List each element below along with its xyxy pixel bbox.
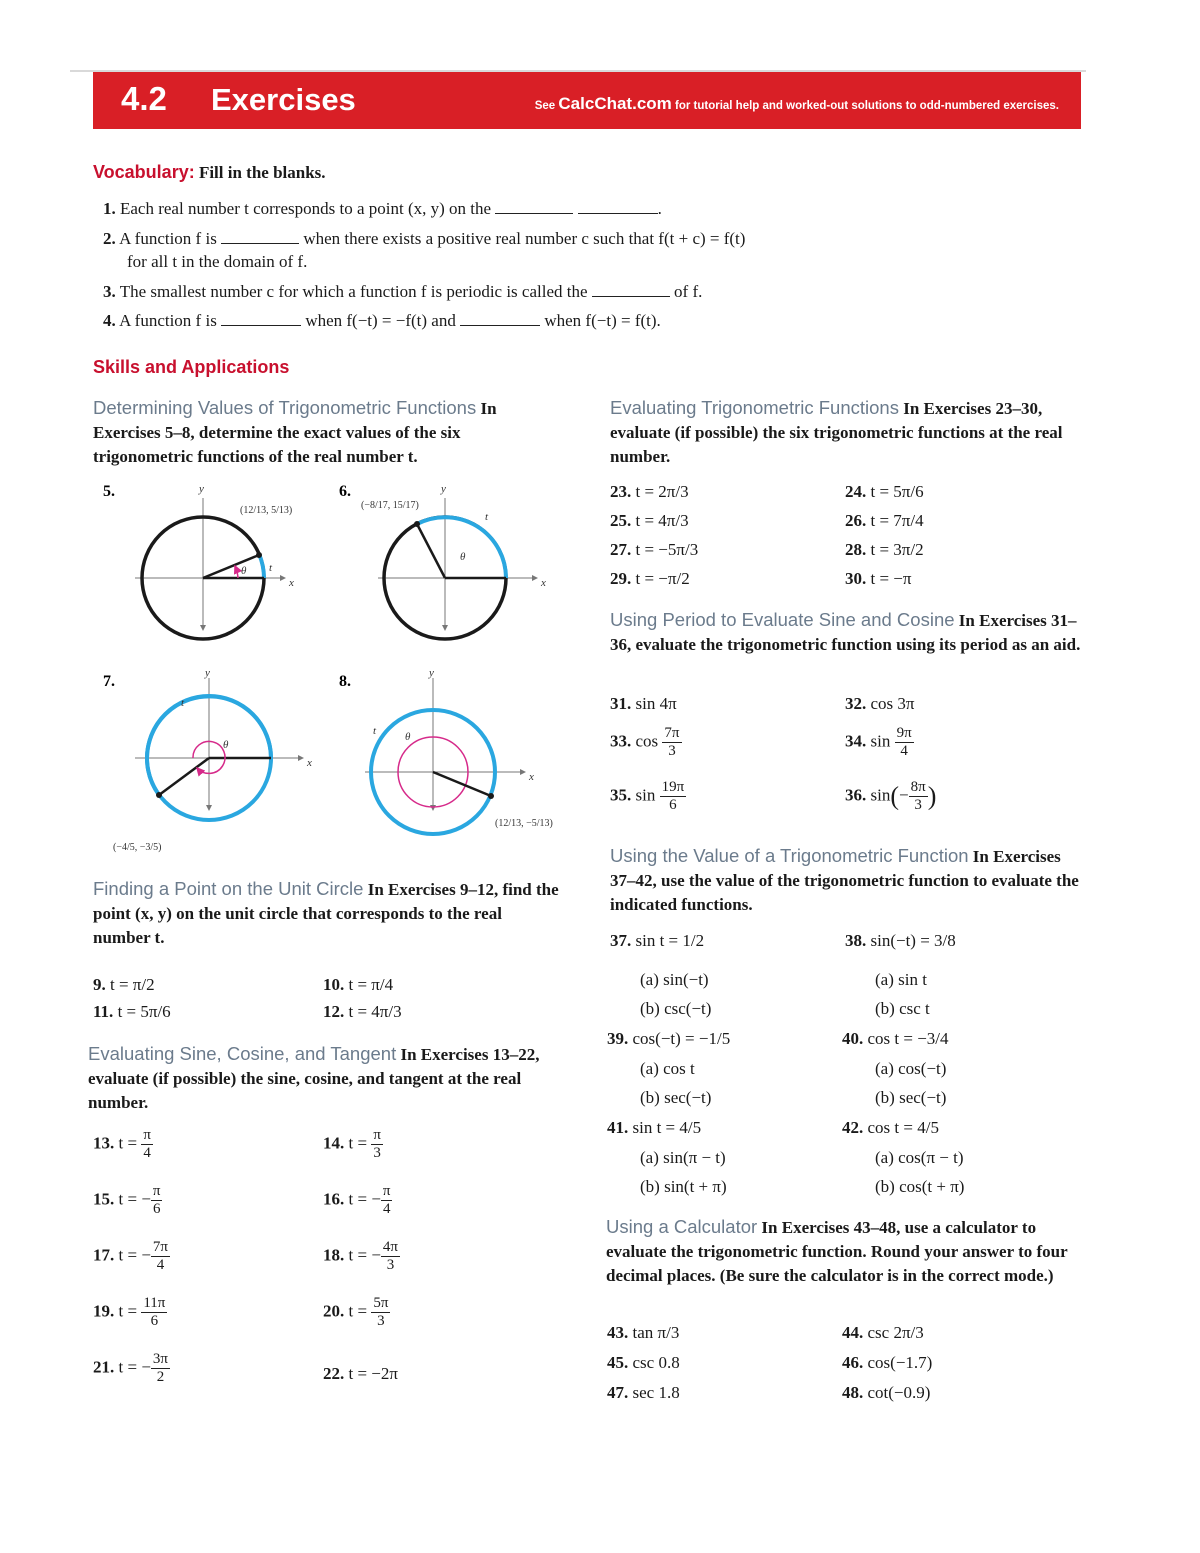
exercise-39b: (b) sec(−t): [640, 1088, 712, 1107]
fraction: [371, 1296, 390, 1329]
section-5-8: [93, 396, 563, 469]
fraction: [151, 1240, 170, 1273]
denominator: 6: [152, 1201, 161, 1217]
exercise-expr: t = 7π/4: [870, 511, 924, 530]
exercise-37b: (b) csc(−t): [640, 999, 712, 1018]
exercise-27: [610, 540, 698, 560]
exercise-number: 45.: [607, 1353, 629, 1372]
exercise-number: 44.: [842, 1323, 864, 1342]
exercise-43: [607, 1323, 679, 1343]
exercise-number: 42.: [842, 1118, 864, 1137]
exercise-19: [93, 1296, 167, 1329]
item-text: A function f is: [119, 229, 217, 248]
sign: −: [141, 1189, 151, 1209]
sign: −: [141, 1357, 151, 1377]
denominator: 3: [386, 1257, 395, 1273]
exercise-9: [93, 975, 155, 995]
fraction: [662, 726, 681, 759]
vocabulary-heading: [93, 162, 326, 183]
point-label: (−4/5, −3/5): [113, 842, 162, 853]
function-name: sin: [870, 731, 891, 751]
exercise-38b: (b) csc t: [875, 999, 930, 1018]
denominator: 4: [143, 1145, 151, 1161]
denominator: 3: [377, 1313, 385, 1329]
theta-label: θ: [241, 565, 247, 577]
exercise-expr: t = 3π/2: [870, 540, 924, 559]
y-axis-label: y: [429, 667, 434, 679]
exercise-35: [610, 780, 686, 813]
numerator: 4π: [382, 1239, 398, 1255]
item-text: of f.: [674, 282, 703, 301]
x-axis-label: x: [289, 577, 294, 589]
exercise-41b: (b) sin(t + π): [640, 1177, 727, 1196]
unit-circle-figures: [93, 478, 573, 878]
exercise-expr: csc 0.8: [632, 1353, 680, 1372]
exercise-42: [842, 1118, 939, 1138]
section-body: In Exercises 43–48, use a calculator to evaluate the trigonometric function. Round your answer to four decimal places. (Be sure the calculator is in the correct mode.): [606, 1218, 1068, 1285]
exercise-41: [607, 1118, 701, 1138]
t-label: t: [181, 697, 185, 709]
exercise-42b: (b) cos(t + π): [875, 1177, 965, 1196]
t-label: t: [373, 725, 377, 737]
exercise-expr: t = −2π: [348, 1364, 398, 1383]
exercise-number: 12.: [323, 1002, 345, 1021]
exercise-34: [845, 726, 914, 759]
section-body: In Exercises 9–12, find the point (x, y) on the unit circle that corresponds to the real number t.: [93, 880, 559, 947]
exercise-number: 18.: [323, 1245, 345, 1265]
exercise-number: 15.: [93, 1189, 115, 1209]
exercise-38: [845, 931, 956, 951]
exercise-lhs: t =: [348, 1189, 368, 1209]
exercise-expr: tan π/3: [632, 1323, 680, 1342]
answer-blank[interactable]: [592, 282, 670, 297]
section-title: Evaluating Trigonometric Functions: [610, 397, 899, 418]
denominator: 4: [900, 743, 908, 759]
skills-heading: Skills and Applications: [93, 357, 290, 377]
item-text: when f(−t) = −f(t) and: [305, 311, 456, 330]
denominator: 3: [668, 743, 676, 759]
exercise-16: [323, 1184, 392, 1217]
exercise-25: [610, 511, 689, 531]
denominator: 6: [669, 797, 677, 813]
exercise-expr: t = 4π/3: [348, 1002, 402, 1021]
section-23-30: [610, 396, 1081, 469]
exercise-22: [323, 1364, 398, 1384]
exercise-number: 38.: [845, 931, 867, 950]
exercise-29: [610, 569, 690, 589]
exercise-expr: t = −π/2: [635, 569, 690, 588]
numerator: 7π: [152, 1239, 168, 1255]
function-name: cos: [635, 731, 659, 751]
section-title: Using a Calculator: [606, 1216, 758, 1237]
exercise-36: 36. sin(− $\frac{8\pi}{3}$ ): [845, 779, 937, 813]
exercise-number: 34.: [845, 731, 867, 751]
angle-arc: [235, 566, 238, 578]
exercise-37a: (a) sin(−t): [640, 970, 709, 989]
exercise-number: 21.: [93, 1357, 115, 1377]
section-title: Determining Values of Trigonometric Functions: [93, 397, 477, 418]
exercise-expr: t = −5π/3: [635, 540, 699, 559]
exercise-39: [607, 1029, 730, 1049]
section-title: Using the Value of a Trigonometric Function: [610, 845, 969, 866]
exercise-lhs: t =: [118, 1245, 138, 1265]
exercise-lhs: t =: [118, 1357, 138, 1377]
theta-label: θ: [223, 739, 229, 751]
numerator: π: [382, 1183, 391, 1199]
exercise-number: 36.: [845, 785, 867, 805]
exercise-number: 40.: [842, 1029, 864, 1048]
calcchat-note: [535, 94, 1059, 114]
exercise-40a: (a) cos(−t): [875, 1059, 947, 1078]
section-37-42: [610, 844, 1081, 917]
exercise-20: [323, 1296, 390, 1329]
see-text: See: [534, 100, 556, 112]
x-axis-label: x: [307, 757, 312, 769]
exercise-lhs: t =: [118, 1189, 138, 1209]
exercise-number: 39.: [607, 1029, 629, 1048]
item-number: 1.: [103, 199, 116, 218]
exercise-number: 33.: [610, 731, 632, 751]
exercise-15: [93, 1184, 162, 1217]
section-title: Using Period to Evaluate Sine and Cosine: [610, 609, 955, 630]
denominator: 3: [914, 797, 922, 813]
item-text: The smallest number c for which a function f is periodic is called the: [119, 282, 588, 301]
numerator: 8π: [910, 779, 926, 795]
theta-label: θ: [460, 551, 466, 563]
exercise-42a: (a) cos(π − t): [875, 1148, 964, 1167]
section-body: In Exercises 31–36, evaluate the trigonometric function using its period as an aid.: [610, 611, 1081, 654]
vocab-item-2-cont: [127, 252, 307, 272]
answer-blank[interactable]: [495, 199, 573, 214]
point: [156, 792, 162, 798]
exercise-37: [610, 931, 704, 951]
exercise-number: 35.: [610, 785, 632, 805]
radius: [203, 555, 259, 578]
sign: −: [371, 1189, 381, 1209]
vocab-item-3: [103, 282, 702, 302]
exercise-number: 9.: [93, 975, 106, 994]
point-label: (12/13, 5/13): [240, 505, 293, 516]
exercise-44: [842, 1323, 924, 1343]
sign: −: [141, 1245, 151, 1265]
section-body: In Exercises 23–30, evaluate (if possible) the six trigonometric functions at the real number.: [610, 399, 1063, 466]
exercise-12: [323, 1002, 402, 1022]
point-label: (−8/17, 15/17): [361, 500, 419, 511]
exercise-number: 19.: [93, 1301, 115, 1321]
exercise-expr: t = π/2: [110, 975, 155, 994]
exercise-number: 29.: [610, 569, 632, 588]
exercise-23: [610, 482, 689, 502]
item-number: 3.: [103, 282, 116, 301]
exercise-33: [610, 726, 682, 759]
exercise-number: 27.: [610, 540, 632, 559]
exercise-expr: t = 5π/6: [870, 482, 924, 501]
exercise-number: 37.: [610, 931, 632, 950]
exercise-21: [93, 1352, 170, 1385]
item-text-end: .: [657, 199, 662, 218]
fraction: [141, 1128, 153, 1161]
numerator: 9π: [896, 725, 912, 741]
item-text: Each real number t corresponds to a point (x, y) on the: [120, 199, 492, 218]
exercise-lhs: t =: [118, 1301, 138, 1321]
exercise-number: 43.: [607, 1323, 629, 1342]
exercise-number: 28.: [845, 540, 867, 559]
exercise-39a: (a) cos t: [640, 1059, 695, 1078]
exercise-number: 17.: [93, 1245, 115, 1265]
item-number: 4.: [103, 311, 116, 330]
exercise-expr: t = −π: [870, 569, 912, 588]
help-text: for tutorial help and worked-out solutions to odd-numbered exercises.: [674, 100, 1059, 112]
fraction: [371, 1128, 383, 1161]
exercise-32: [845, 694, 915, 714]
figure-6-number: 6.: [339, 483, 351, 500]
vocabulary-instruction: Fill in the blanks.: [198, 163, 326, 182]
numerator: 3π: [152, 1351, 168, 1367]
exercise-10: [323, 975, 393, 995]
exercise-number: 10.: [323, 975, 345, 994]
x-axis-label: x: [529, 771, 534, 783]
section-body: In Exercises 37–42, use the value of the trigonometric function to evaluate the indicated functions.: [610, 847, 1079, 914]
exercise-expr: t = 4π/3: [635, 511, 689, 530]
exercise-expr: t = 5π/6: [117, 1002, 171, 1021]
y-axis-label: y: [199, 483, 204, 495]
exercise-number: 32.: [845, 694, 867, 713]
denominator: 4: [156, 1257, 165, 1273]
section-43-48: [606, 1215, 1081, 1288]
exercise-lhs: t =: [348, 1301, 368, 1321]
exercise-number: 16.: [323, 1189, 345, 1209]
denominator: 6: [150, 1313, 159, 1329]
section-title: Exercises: [211, 82, 356, 117]
denominator: 4: [382, 1201, 391, 1217]
t-label: t: [269, 562, 273, 574]
section-9-12: [93, 877, 563, 950]
item-text: A function f is: [119, 311, 217, 330]
given-value: cos t = −3/4: [867, 1029, 949, 1048]
exercise-14: [323, 1128, 383, 1161]
y-axis-label: y: [205, 667, 210, 679]
exercise-number: 30.: [845, 569, 867, 588]
exercise-number: 47.: [607, 1383, 629, 1402]
fraction: [151, 1184, 163, 1217]
fraction: [151, 1352, 170, 1385]
numerator: 19π: [661, 779, 685, 795]
vocabulary-label: Vocabulary:: [93, 162, 195, 182]
answer-blank[interactable]: [221, 311, 301, 326]
fraction: [381, 1240, 400, 1273]
exercise-24: [845, 482, 924, 502]
numerator: 7π: [664, 725, 680, 741]
exercise-40b: (b) sec(−t): [875, 1088, 947, 1107]
vocab-item-2: [103, 229, 745, 249]
exercise-26: [845, 511, 924, 531]
figure-5-number: 5.: [103, 483, 115, 500]
answer-blank[interactable]: [460, 311, 540, 326]
exercise-31: [610, 694, 677, 714]
exercise-18: [323, 1240, 400, 1273]
exercise-number: 20.: [323, 1301, 345, 1321]
point-label: (12/13, −5/13): [495, 818, 553, 829]
section-title: Finding a Point on the Unit Circle: [93, 878, 364, 899]
exercise-41a: (a) sin(π − t): [640, 1148, 726, 1167]
fraction: [909, 780, 928, 813]
denominator: 2: [156, 1369, 165, 1385]
exercise-lhs: t =: [348, 1133, 368, 1153]
figure-7-number: 7.: [103, 673, 115, 690]
y-axis-label: y: [441, 483, 446, 495]
exercise-lhs: t =: [118, 1133, 138, 1153]
exercise-46: [842, 1353, 932, 1373]
exercise-expr: cot(−0.9): [867, 1383, 931, 1402]
answer-blank[interactable]: [221, 229, 299, 244]
exercise-expr: cos(−1.7): [867, 1353, 933, 1372]
theta-label: θ: [405, 731, 411, 743]
fraction: [895, 726, 914, 759]
t-label: t: [485, 511, 489, 523]
x-axis-label: x: [541, 577, 546, 589]
exercise-expr: sin 4π: [635, 694, 677, 713]
exercise-number: 23.: [610, 482, 632, 501]
exercise-expr: sec 1.8: [632, 1383, 680, 1402]
exercise-number: 22.: [323, 1364, 345, 1383]
exercise-number: 46.: [842, 1353, 864, 1372]
exercise-30: [845, 569, 911, 589]
exercise-47: [607, 1383, 680, 1403]
exercise-number: 48.: [842, 1383, 864, 1402]
fraction: [381, 1184, 393, 1217]
exercise-expr: csc 2π/3: [867, 1323, 924, 1342]
fraction: [660, 780, 687, 813]
exercise-number: 24.: [845, 482, 867, 501]
figure-8-number: 8.: [339, 673, 351, 690]
exercise-48: [842, 1383, 930, 1403]
exercise-11: [93, 1002, 171, 1022]
exercise-38a: (a) sin t: [875, 970, 927, 989]
item-text: when there exists a positive real number c such that f(t + c) = f(t): [303, 229, 746, 248]
given-value: sin t = 1/2: [635, 931, 705, 950]
exercise-number: 13.: [93, 1133, 115, 1153]
exercise-40: [842, 1029, 949, 1049]
point: [414, 521, 420, 527]
section-number: 4.2: [121, 80, 167, 117]
exercise-number: 14.: [323, 1133, 345, 1153]
answer-blank[interactable]: [578, 199, 658, 214]
point: [488, 793, 494, 799]
section-body: In Exercises 13–22, evaluate (if possible) the sine, cosine, and tangent at the real number.: [88, 1045, 540, 1112]
exercise-expr: cos 3π: [870, 694, 915, 713]
section-13-22: [88, 1042, 558, 1115]
numerator: π: [152, 1183, 161, 1199]
vocab-item-1: [103, 199, 662, 219]
exercise-number: 31.: [610, 694, 632, 713]
exercise-28: [845, 540, 924, 560]
numerator: 11π: [143, 1295, 166, 1311]
exercise-number: 25.: [610, 511, 632, 530]
radius: [159, 758, 209, 795]
section-31-36: [610, 608, 1081, 657]
given-value: cos(−t) = −1/5: [632, 1029, 731, 1048]
exercise-number: 11.: [93, 1002, 114, 1021]
calcchat-link[interactable]: CalcChat.com: [558, 94, 672, 113]
exercise-number: 26.: [845, 511, 867, 530]
given-value: cos t = 4/5: [867, 1118, 939, 1137]
exercise-13: [93, 1128, 153, 1161]
radius: [417, 524, 445, 578]
numerator: 5π: [373, 1295, 389, 1311]
vocab-item-4: [103, 311, 661, 331]
function-name: sin: [635, 785, 656, 805]
point: [256, 552, 262, 558]
exercise-expr: t = 2π/3: [635, 482, 689, 501]
exercise-45: [607, 1353, 680, 1373]
exercise-lhs: t =: [348, 1245, 368, 1265]
fraction: [141, 1296, 167, 1329]
denominator: 3: [373, 1145, 381, 1161]
section-banner: [93, 72, 1081, 129]
item-text: when f(−t) = f(t).: [544, 311, 661, 330]
section-title: Evaluating Sine, Cosine, and Tangent: [88, 1043, 397, 1064]
item-number: 2.: [103, 229, 116, 248]
given-value: sin(−t) = 3/8: [870, 931, 956, 950]
item-text: for all t in the domain of f.: [127, 252, 308, 271]
given-value: sin t = 4/5: [632, 1118, 702, 1137]
exercise-17: [93, 1240, 170, 1273]
exercise-number: 41.: [607, 1118, 629, 1137]
sign: −: [371, 1245, 381, 1265]
numerator: π: [373, 1127, 381, 1143]
numerator: π: [143, 1127, 151, 1143]
function-name: sin: [870, 785, 891, 805]
section-body: In Exercises 5–8, determine the exact values of the six trigonometric functions of the real number t.: [93, 399, 497, 466]
exercise-expr: t = π/4: [348, 975, 394, 994]
